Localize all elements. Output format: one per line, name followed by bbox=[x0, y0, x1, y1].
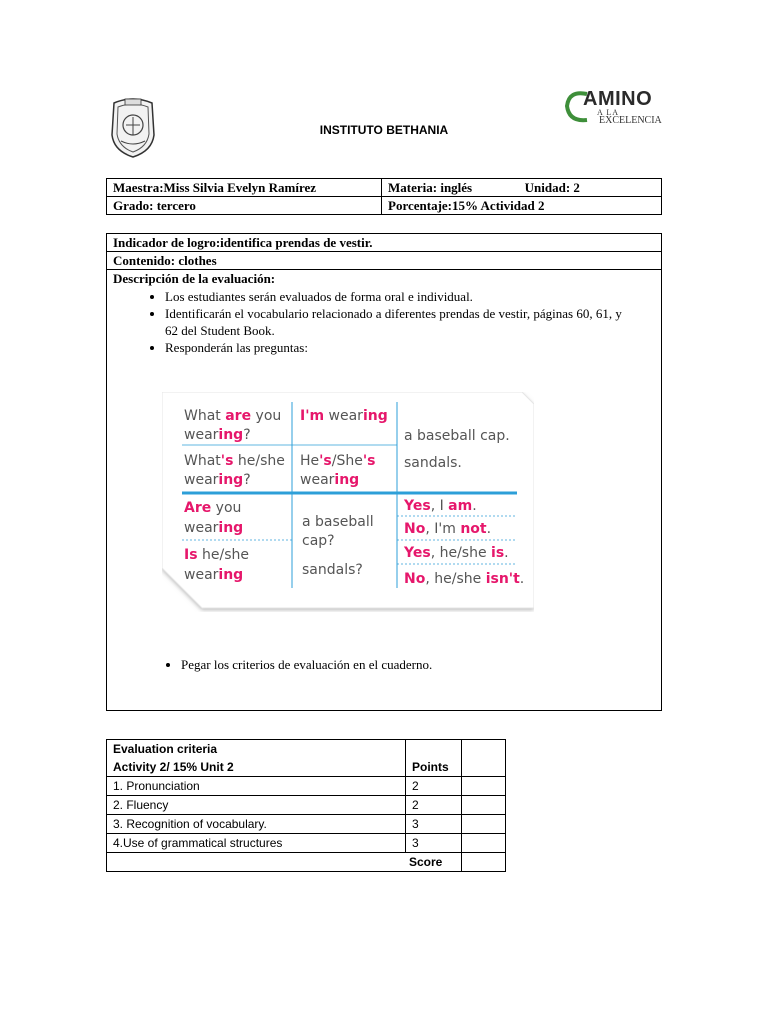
description-section bbox=[107, 270, 661, 356]
camino-excelencia-logo bbox=[563, 88, 667, 128]
score-label: Score bbox=[107, 853, 462, 872]
bullet-item: • Los estudiantes serán evaluados de forma oral e individual. bbox=[165, 288, 655, 305]
content-row: Contenido: clothes bbox=[107, 252, 661, 270]
criterion-points: 2 bbox=[406, 796, 462, 815]
item-sandals: sandals. bbox=[404, 455, 462, 471]
question-1-line-2: wearing? bbox=[184, 427, 251, 443]
response-1: Yes, I am. bbox=[404, 498, 477, 514]
subject-unit-cell bbox=[382, 179, 662, 197]
question-4-line-2: wearing bbox=[184, 567, 244, 583]
criterion-extra bbox=[462, 796, 506, 815]
criterion-label: 3. Recognition of vocabulary. bbox=[107, 815, 406, 834]
criterion-label: 1. Pronunciation bbox=[107, 777, 406, 796]
question-4-line-1: Is he/she bbox=[184, 547, 249, 563]
response-3: Yes, he/she is. bbox=[404, 545, 509, 561]
criteria-title-line-1: Evaluation criteria bbox=[113, 742, 218, 756]
description-title: Descripción de la evaluación: bbox=[113, 271, 276, 286]
points-header: Points bbox=[406, 740, 462, 777]
criterion-points: 2 bbox=[406, 777, 462, 796]
brand-sub-text-2: EXCELENCIA bbox=[599, 115, 662, 126]
score-row bbox=[107, 853, 506, 872]
criterion-label: 2. Fluency bbox=[107, 796, 406, 815]
grade-cell: Grado: tercero bbox=[107, 197, 382, 215]
school-name: INSTITUTO BETHANIA bbox=[319, 123, 449, 137]
criterion-extra bbox=[462, 834, 506, 853]
criterion-extra bbox=[462, 777, 506, 796]
subject-label: Materia: inglés bbox=[388, 180, 473, 195]
question-2-line-1: What's he/she bbox=[184, 453, 285, 469]
description-bullets bbox=[113, 288, 655, 356]
question-3-line-2: wearing bbox=[184, 520, 244, 536]
grammar-chart-image bbox=[162, 392, 534, 612]
table-row bbox=[107, 796, 506, 815]
answer-1: I'm wearing bbox=[300, 408, 388, 424]
criterion-extra bbox=[462, 815, 506, 834]
extra-header bbox=[462, 740, 506, 777]
answer-2-line-2: wearing bbox=[300, 472, 360, 488]
info-table bbox=[106, 178, 662, 215]
indicator-row: Indicador de logro:identifica prendas de vestir. bbox=[107, 234, 661, 252]
unit-label: Unidad: 2 bbox=[524, 180, 580, 195]
answer-2-line-1: He's/She's bbox=[300, 453, 376, 469]
item-baseball-cap: a baseball cap. bbox=[404, 428, 510, 444]
percentage-cell: Porcentaje:15% Actividad 2 bbox=[382, 197, 662, 215]
middle-baseball-line-2: cap? bbox=[302, 533, 335, 549]
criterion-points: 3 bbox=[406, 815, 462, 834]
criterion-points: 3 bbox=[406, 834, 462, 853]
response-2: No, I'm not. bbox=[404, 521, 492, 537]
criterion-label: 4.Use of grammatical structures bbox=[107, 834, 406, 853]
question-2-line-2: wearing? bbox=[184, 472, 251, 488]
bullet-item: • Identificarán el vocabulario relacionado a diferentes prendas de vestir, páginas 60, 61, y 62 del Student Book. bbox=[165, 305, 655, 339]
table-row bbox=[107, 815, 506, 834]
final-bullet-list bbox=[159, 656, 432, 673]
question-1-line-1: What are you bbox=[184, 408, 282, 424]
table-row bbox=[107, 777, 506, 796]
bullet-item: • Pegar los criterios de evaluación en el cuaderno. bbox=[181, 656, 432, 673]
criteria-header bbox=[107, 740, 406, 777]
score-value bbox=[462, 853, 506, 872]
middle-baseball-line-1: a baseball bbox=[302, 514, 374, 530]
criteria-table bbox=[106, 739, 506, 872]
brand-main-text: AMINO bbox=[583, 88, 653, 110]
question-3-line-1: Are you bbox=[184, 500, 242, 516]
response-4: No, he/she isn't. bbox=[404, 571, 525, 587]
brand-sub-text-1: A LA bbox=[597, 108, 619, 117]
criteria-title-line-2: Activity 2/ 15% Unit 2 bbox=[113, 760, 234, 774]
evaluation-box bbox=[106, 233, 662, 711]
teacher-cell: Maestra:Miss Silvia Evelyn Ramírez bbox=[107, 179, 382, 197]
table-row bbox=[107, 834, 506, 853]
bullet-item: • Responderán las preguntas: bbox=[165, 339, 655, 356]
middle-sandals: sandals? bbox=[302, 562, 363, 578]
